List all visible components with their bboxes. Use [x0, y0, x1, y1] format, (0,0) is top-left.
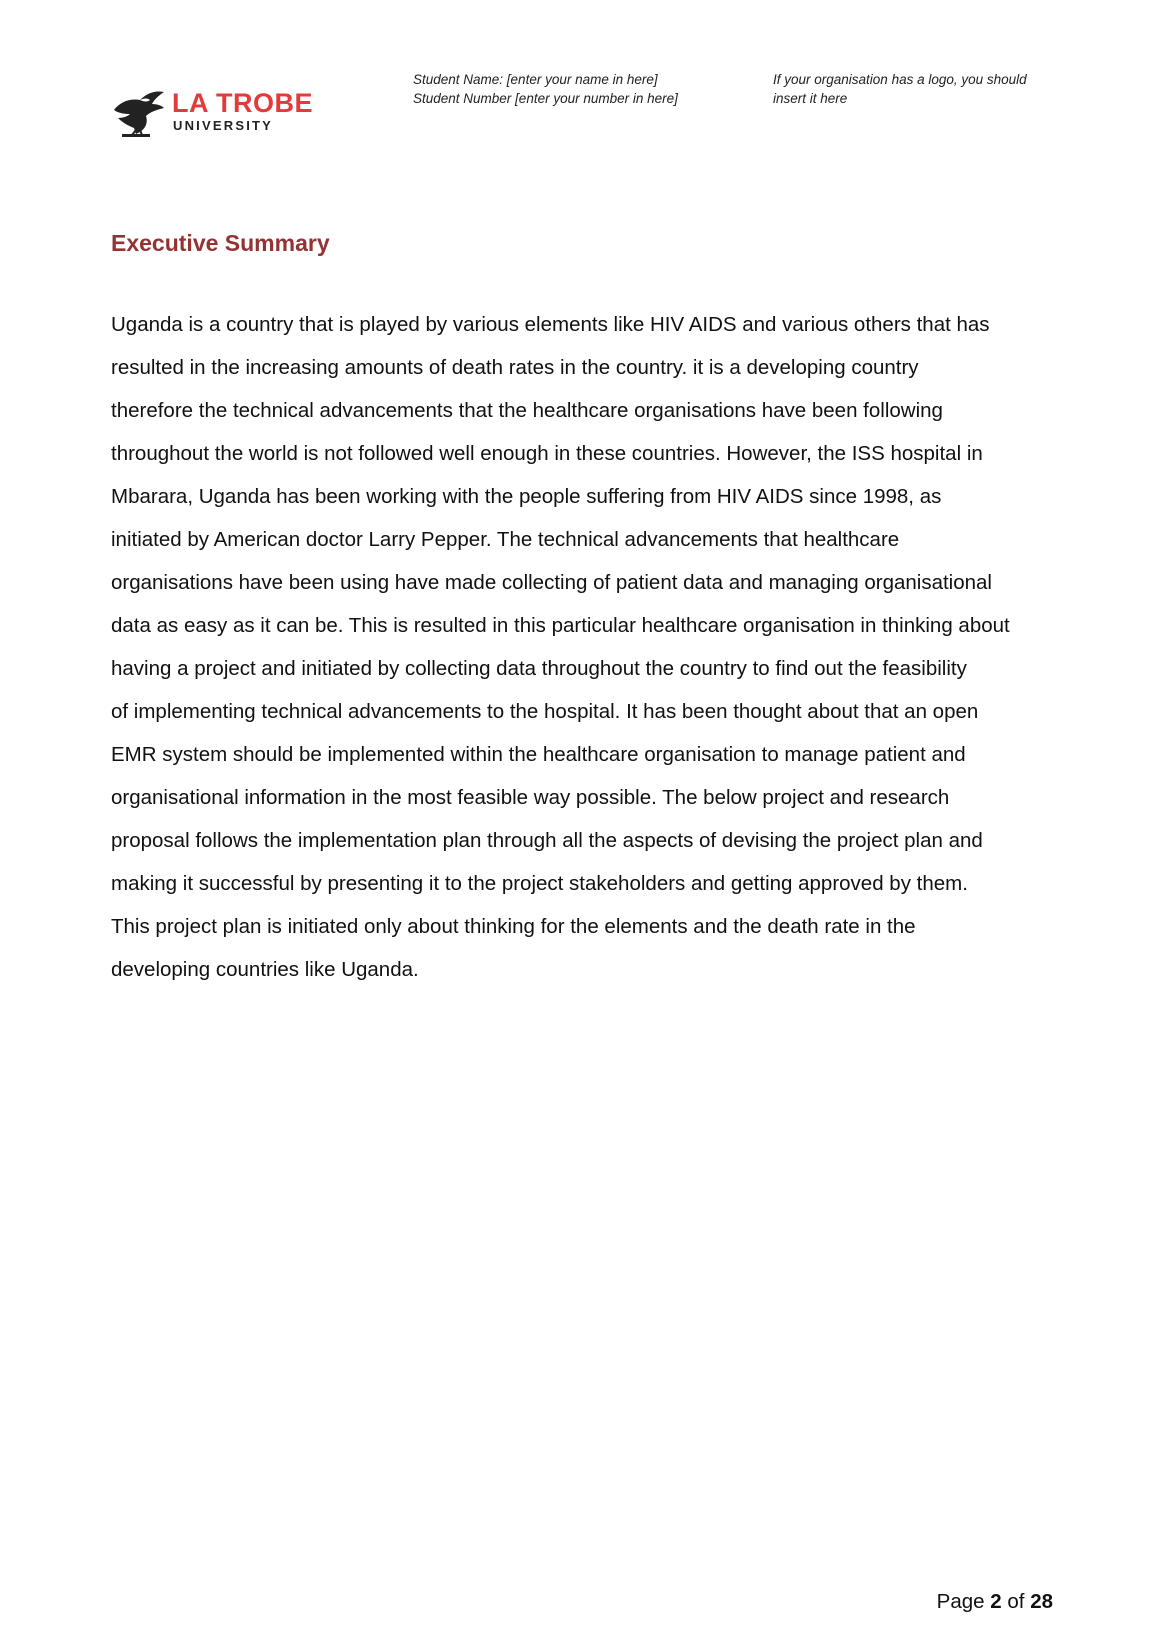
page-number — [937, 1590, 1053, 1614]
paragraph-line: resulted in the increasing amounts of death rates in the country. it is a developing country — [111, 356, 919, 379]
total-pages: 28 — [1030, 1590, 1053, 1613]
paragraph-line: throughout the world is not followed well enough in these countries. However, the ISS hospital in — [111, 442, 983, 465]
logo-placeholder-note — [773, 70, 1063, 108]
paragraph-line: organisations have been using have made collecting of patient data and managing organisational — [111, 571, 992, 594]
eagle-icon — [110, 88, 168, 140]
paragraph-line: organisational information in the most feasible way possible. The below project and research — [111, 786, 950, 809]
paragraph-line: having a project and initiated by collecting data throughout the country to find out the feasibility — [111, 657, 967, 680]
of-label: of — [1007, 1590, 1025, 1613]
student-info — [413, 70, 678, 108]
paragraph-line: making it successful by presenting it to the project stakeholders and getting approved by them. — [111, 872, 968, 895]
paragraph-line: therefore the technical advancements that the healthcare organisations have been following — [111, 399, 943, 422]
la-trobe-logo — [110, 88, 330, 140]
student-name-field: Student Name: [enter your name in here] — [413, 72, 658, 87]
section-heading: Executive Summary — [111, 230, 330, 256]
logo-note-line-1: If your organisation has a logo, you should — [773, 72, 1027, 87]
current-page: 2 — [990, 1590, 1002, 1613]
paragraph-line: proposal follows the implementation plan through all the aspects of devising the project plan and — [111, 829, 983, 852]
executive-summary-paragraph — [111, 303, 1071, 991]
paragraph-line: Mbarara, Uganda has been working with the people suffering from HIV AIDS since 1998, as — [111, 485, 942, 508]
logo-note-line-2: insert it here — [773, 91, 848, 106]
paragraph-line: of implementing technical advancements to the hospital. It has been thought about that an open — [111, 700, 979, 723]
paragraph-line: initiated by American doctor Larry Pepper. The technical advancements that healthcare — [111, 528, 900, 551]
paragraph-line: This project plan is initiated only about thinking for the elements and the death rate in the — [111, 915, 916, 938]
paragraph-line: EMR system should be implemented within the healthcare organisation to manage patient and — [111, 743, 966, 766]
paragraph-line: developing countries like Uganda. — [111, 958, 419, 981]
page-label: Page — [936, 1590, 985, 1613]
logo-subtitle: UNIVERSITY — [173, 118, 274, 133]
student-number-field: Student Number [enter your number in here] — [413, 91, 678, 106]
logo-name: LA TROBE — [172, 88, 313, 118]
paragraph-line: data as easy as it can be. This is resulted in this particular healthcare organisation in thinking about — [111, 614, 1010, 637]
paragraph-line: Uganda is a country that is played by various elements like HIV AIDS and various others that has — [111, 313, 990, 336]
